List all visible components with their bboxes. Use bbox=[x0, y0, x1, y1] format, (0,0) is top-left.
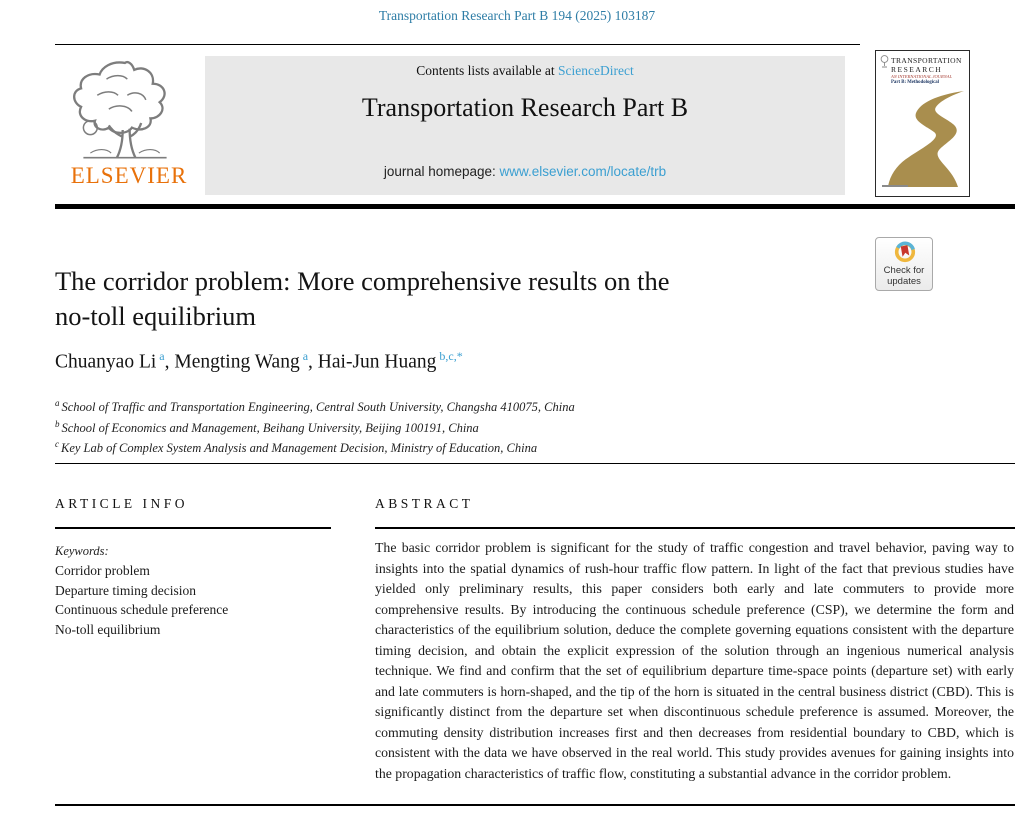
cover-road-graphic bbox=[876, 87, 969, 187]
check-badge-line1: Check for bbox=[883, 265, 925, 276]
affiliation-sup: a bbox=[55, 398, 60, 408]
author-affiliation-sup: b,c,* bbox=[436, 349, 463, 363]
divider-banner-bottom bbox=[55, 204, 1015, 209]
keyword-item: Corridor problem bbox=[55, 563, 150, 578]
affiliation-line bbox=[55, 436, 875, 457]
author-name: Hai-Jun Huang bbox=[317, 351, 437, 373]
contents-line bbox=[205, 63, 845, 79]
citation-link[interactable]: Transportation Research Part B 194 (2025) 103187 bbox=[378, 8, 656, 23]
author-separator: , bbox=[308, 351, 318, 373]
author-list bbox=[55, 349, 855, 374]
cover-title-line2: RESEARCH bbox=[891, 65, 943, 74]
sciencedirect-link[interactable]: ScienceDirect bbox=[558, 63, 634, 78]
affiliation-sup: c bbox=[55, 439, 59, 450]
author-affiliation-sup: a bbox=[299, 349, 309, 363]
homepage-prefix: journal homepage: bbox=[383, 164, 500, 179]
article-info-heading: ARTICLE INFO bbox=[55, 496, 189, 511]
article-title-line: The corridor problem: More comprehensive results on the bbox=[55, 266, 670, 296]
article-info-rule bbox=[55, 527, 331, 529]
page-header-citation bbox=[0, 8, 1034, 24]
author-affiliation-sup: a bbox=[156, 349, 165, 363]
elsevier-logo[interactable] bbox=[55, 56, 203, 195]
check-badge-line2: updates bbox=[887, 276, 921, 287]
affiliation-sup: b bbox=[55, 418, 60, 429]
author-name: Mengting Wang bbox=[174, 351, 300, 373]
cover-part-line: Part B: Methodological bbox=[891, 80, 939, 85]
affiliation-text: Key Lab of Complex System Analysis and Management Decision, Ministry of Education, China bbox=[61, 441, 538, 456]
affiliation-list bbox=[55, 395, 875, 457]
affiliation-line bbox=[55, 416, 875, 437]
contents-prefix: Contents lists available at bbox=[416, 63, 558, 78]
journal-cover-thumbnail[interactable] bbox=[875, 50, 970, 197]
affiliation-text: School of Economics and Management, Beihang University, Beijing 100191, China bbox=[61, 420, 479, 435]
cover-tree-icon bbox=[880, 55, 889, 68]
article-title-line: no-toll equilibrium bbox=[55, 301, 256, 331]
cover-title-line1: TRANSPORTATION bbox=[891, 56, 962, 65]
keywords-label: Keywords: bbox=[55, 544, 109, 558]
check-for-updates-badge[interactable] bbox=[875, 237, 933, 291]
homepage-link[interactable]: www.elsevier.com/locate/trb bbox=[499, 164, 667, 179]
cover-subtitle: AN INTERNATIONAL JOURNAL bbox=[891, 74, 953, 79]
journal-title: Transportation Research Part B bbox=[361, 93, 689, 122]
author-separator: , bbox=[164, 351, 175, 373]
divider-page-bottom bbox=[55, 804, 1015, 806]
keyword-item: No-toll equilibrium bbox=[55, 621, 161, 637]
journal-banner bbox=[205, 56, 845, 195]
abstract-rule bbox=[375, 527, 1015, 529]
keywords-list bbox=[55, 561, 355, 639]
keyword-item: Continuous schedule preference bbox=[55, 602, 229, 617]
keyword-item: Departure timing decision bbox=[55, 582, 196, 598]
divider-top bbox=[55, 44, 860, 45]
elsevier-wordmark: ELSEVIER bbox=[70, 163, 188, 188]
check-badge-label bbox=[876, 265, 932, 287]
elsevier-tree-icon bbox=[63, 56, 187, 160]
cover-footnote-mark bbox=[882, 185, 908, 187]
article-title bbox=[55, 264, 835, 334]
homepage-line bbox=[205, 164, 845, 179]
author-name: Chuanyao Li bbox=[55, 351, 157, 373]
abstract-heading: ABSTRACT bbox=[375, 496, 474, 511]
divider-article-head bbox=[55, 463, 1015, 464]
affiliation-text: School of Traffic and Transportation Engineering, Central South University, Changsha 410075, China bbox=[61, 400, 575, 415]
crossmark-icon bbox=[893, 240, 917, 264]
affiliation-line bbox=[55, 395, 875, 416]
abstract-text: The basic corridor problem is significant for the study of traffic congestion and travel behavior, paving way to insights into the spatial dynamics of rush-hour traffic flow pattern. In light of the fact that previous studies have yielded only preliminary results, this paper considers both early and late commuters to provide more comprehensive results. By introducing the continuous schedule preference (CSP), we determine the form and characteristics of the equilibrium solution, deduce the complete governing equations consistent with the departure timing decision, and obtain the explicit expression of the solution through an ingenious numerical analysis technique. We find and confirm that the set of equilibrium departure time-space points (departure set) with early and late commuters is horn-shaped, and the tip of the horn is situated in the central business district (CBD). This is significantly distinct from the departure set when discontinuous schedule preference is assumed. Moreover, the commuting density distribution increases first and then decreases from residential boundary to CBD, which is consistent with the data we have observed in the real world. This study provides avenues for gaining insights into the propagation characteristics of traffic flow, constituting a substantial advance in the corridor problem. bbox=[375, 540, 1014, 781]
